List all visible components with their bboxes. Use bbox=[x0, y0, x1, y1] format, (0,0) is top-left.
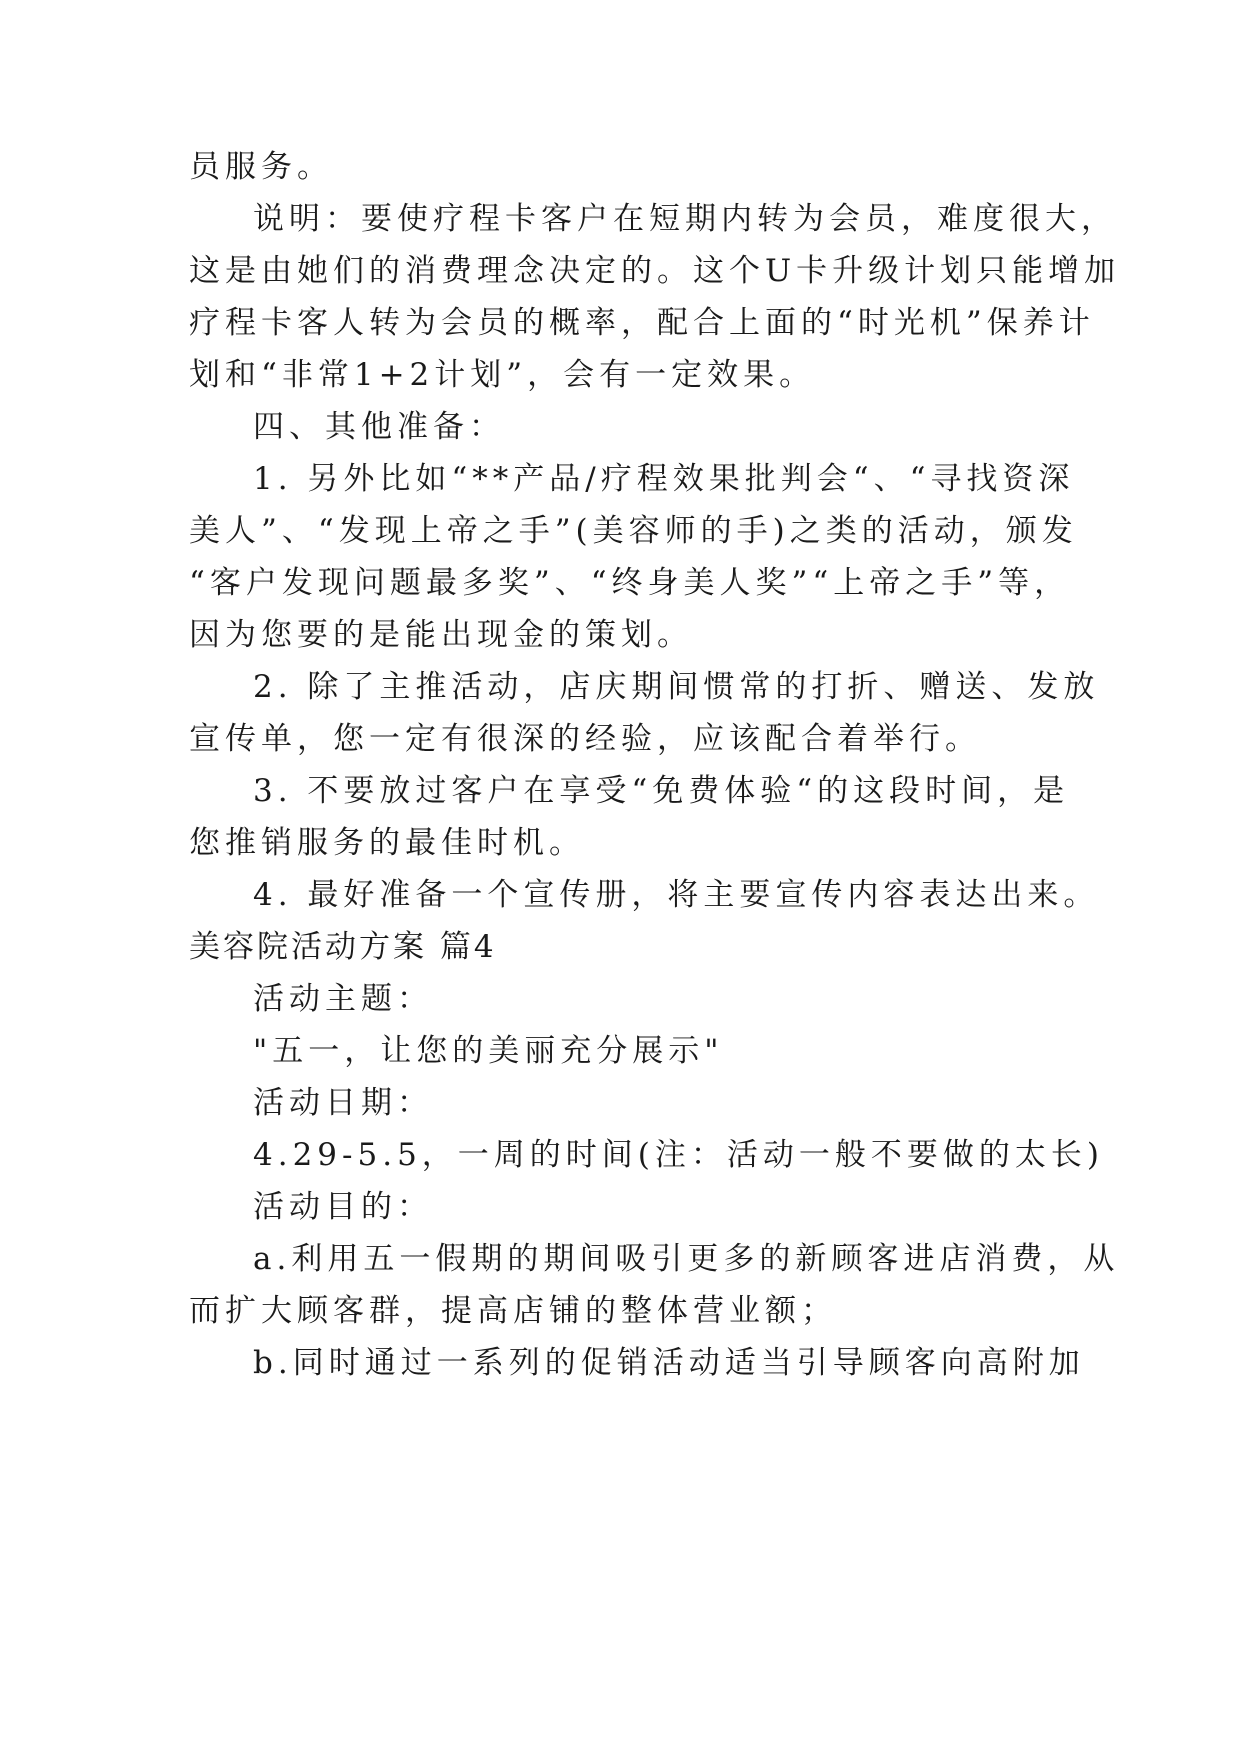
text-line: 美人”、“发现上帝之手”(美容师的手)之类的活动，颁发 bbox=[189, 513, 1078, 549]
text-line: b.同时通过一系列的促销活动适当引导顾客向高附加 bbox=[253, 1345, 1085, 1381]
text-line: 您推销服务的最佳时机。 bbox=[189, 825, 585, 861]
text-line: 说明：要使疗程卡客户在短期内转为会员，难度很大， bbox=[253, 201, 1117, 237]
text-line: 疗程卡客人转为会员的概率，配合上面的“时光机”保养计 bbox=[189, 305, 1095, 341]
text-line: “客户发现问题最多奖”、“终身美人奖”“上帝之手”等， bbox=[189, 565, 1071, 601]
text-line: 3. 不要放过客户在享受“免费体验“的这段时间，是 bbox=[253, 773, 1070, 809]
text-line: 因为您要的是能出现金的策划。 bbox=[189, 617, 693, 653]
text-line: 划和“非常1+2计划”，会有一定效果。 bbox=[189, 357, 816, 393]
text-line: 4.29-5.5，一周的时间(注：活动一般不要做的太长) bbox=[253, 1137, 1104, 1173]
text-line: 宣传单，您一定有很深的经验，应该配合着举行。 bbox=[189, 721, 981, 757]
section-title: 美容院活动方案 篇4 bbox=[189, 929, 497, 965]
text-line: a.利用五一假期的期间吸引更多的新顾客进店消费，从 bbox=[253, 1241, 1120, 1277]
text-line: 2. 除了主推活动，店庆期间惯常的打折、赠送、发放 bbox=[253, 669, 1100, 705]
text-line: 活动日期： bbox=[253, 1085, 433, 1121]
text-line: "五一，让您的美丽充分展示" bbox=[253, 1033, 724, 1069]
text-line: 而扩大顾客群，提高店铺的整体营业额； bbox=[189, 1293, 837, 1329]
text-line: 1. 另外比如“**产品/疗程效果批判会“、“寻找资深 bbox=[253, 461, 1075, 497]
text-line: 这是由她们的消费理念决定的。这个U卡升级计划只能增加 bbox=[189, 253, 1121, 289]
text-line: 4. 最好准备一个宣传册，将主要宣传内容表达出来。 bbox=[253, 877, 1100, 913]
text-line: 活动目的： bbox=[253, 1189, 433, 1225]
section-heading: 四、其他准备： bbox=[253, 409, 505, 445]
text-line: 活动主题： bbox=[253, 981, 433, 1017]
text-line: 员服务。 bbox=[189, 149, 333, 185]
